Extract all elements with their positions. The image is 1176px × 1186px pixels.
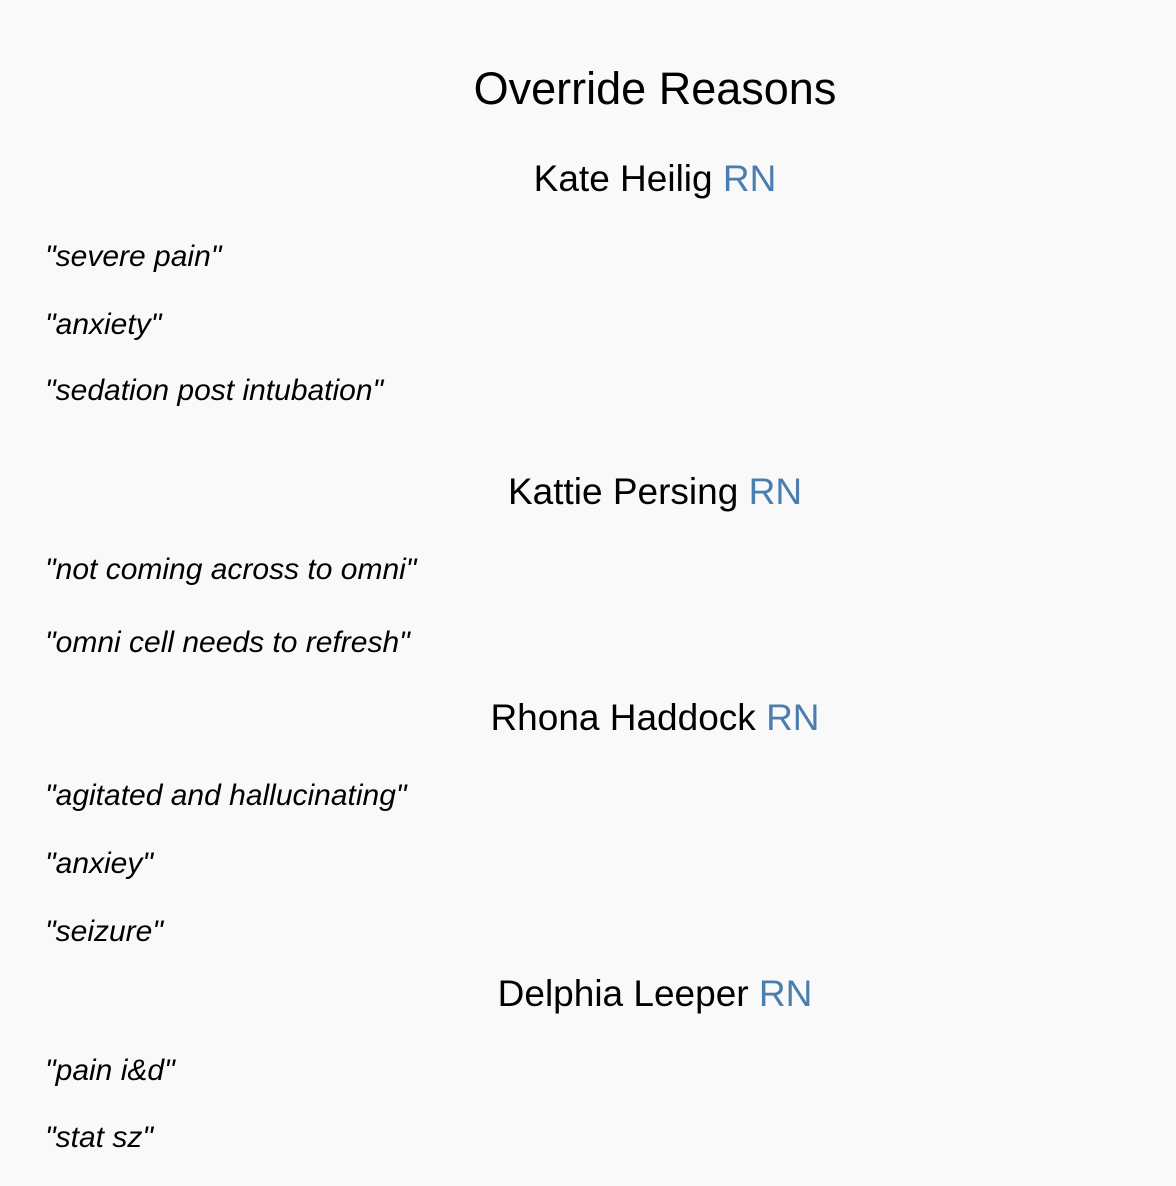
nurse-name: Kattie Persing [507, 471, 739, 512]
nurse-credential: RN [748, 471, 803, 512]
nurse-credential: RN [758, 973, 813, 1014]
override-reason: "sedation post intubation" [45, 374, 384, 407]
nurse-name: Kate Heilig [533, 158, 713, 199]
nurse-heading [0, 696, 1176, 740]
nurse-name: Rhona Haddock [490, 697, 756, 738]
override-reason: "anxiey" [45, 847, 154, 880]
nurse-heading [0, 972, 1176, 1016]
nurse-heading [0, 157, 1176, 201]
nurse-credential: RN [722, 158, 777, 199]
override-reason: "omni cell needs to refresh" [45, 626, 410, 659]
nurse-name: Delphia Leeper [497, 973, 749, 1014]
override-reason: "pain i&d" [45, 1054, 175, 1087]
override-reason: "not coming across to omni" [45, 553, 417, 586]
override-reason: "agitated and hallucinating" [45, 779, 407, 812]
page-title: Override Reasons [473, 63, 837, 114]
override-reason: "severe pain" [45, 240, 222, 273]
nurse-credential: RN [766, 697, 820, 738]
nurse-heading [0, 470, 1176, 514]
override-reason: "stat sz" [45, 1121, 153, 1154]
override-reason: "seizure" [45, 915, 164, 948]
override-reason: "anxiety" [45, 308, 162, 341]
